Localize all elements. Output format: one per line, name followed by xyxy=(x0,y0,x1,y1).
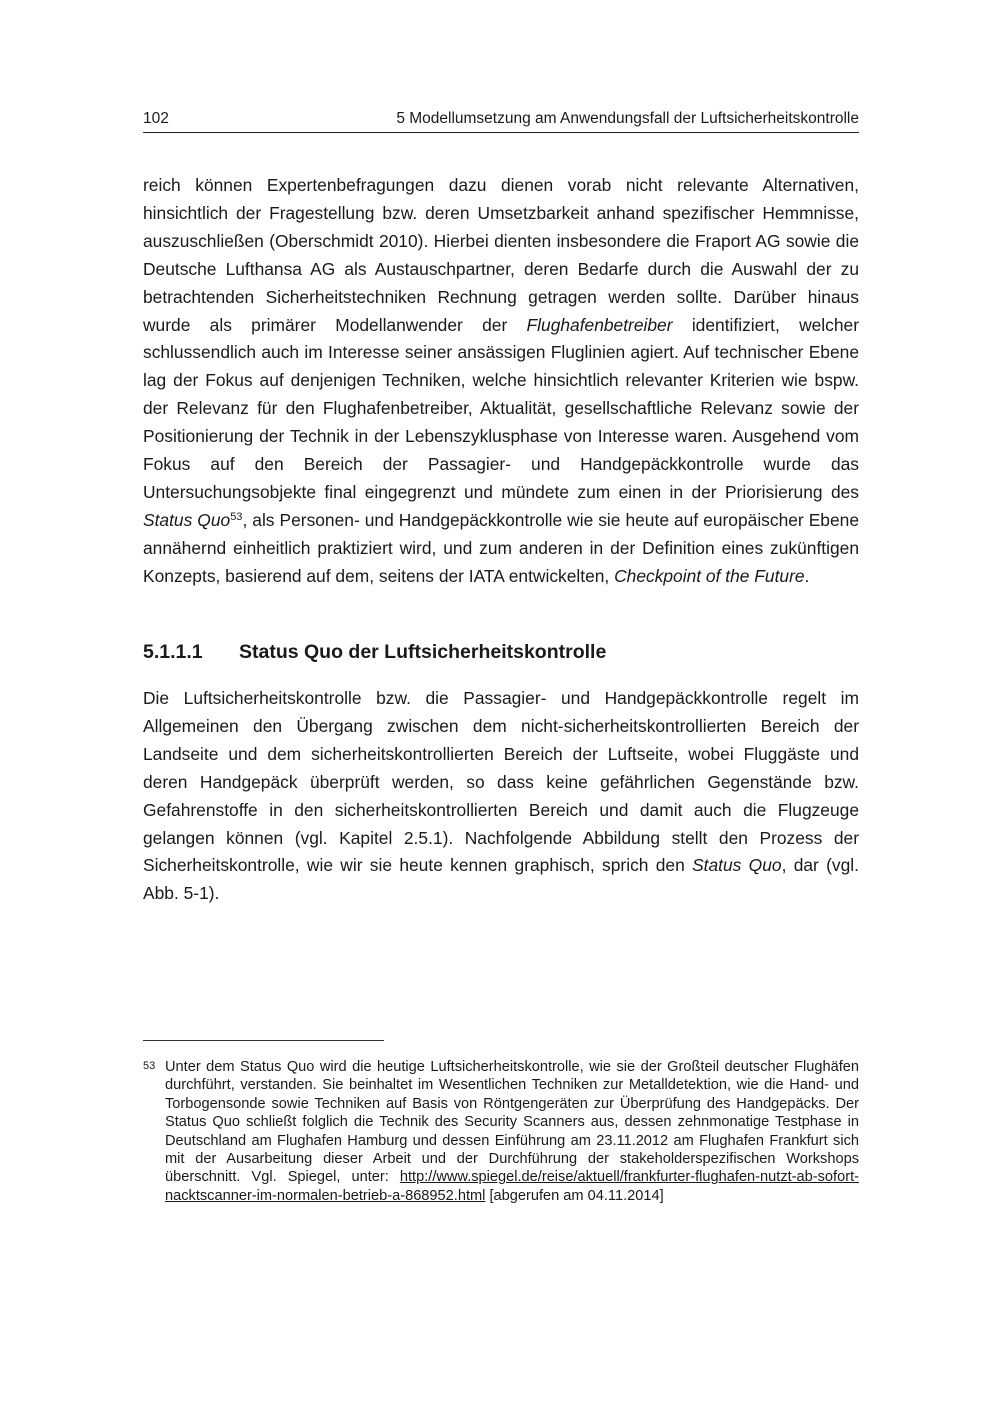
paragraph-text: . xyxy=(804,565,810,586)
section-title: Status Quo der Luftsicherheitskontrolle xyxy=(239,641,607,663)
paragraph-text: identifiziert, welcher schlussendlich auch im Interesse seiner ansässigen Fluglinien agiert. Auf technischer Ebene lag der Fokus auf denjenigen Techniken, welche hinsichtlich relevanter Kriterien wie bspw. der Relevanz für den Flughafenbetreiber, Aktualität, gesellschaftliche Relevanz sowie der Positionierung der Technik in der Lebenszyklusphase von Interesse waren. Ausgehend vom Fokus auf den Bereich der Passagier- und Handgepäckkontrolle wurde das Untersuchungsobjekte final eingegrenzt und mündete zum einen in der Priorisierung des xyxy=(143,314,859,502)
chapter-title: 5 Modellumsetzung am Anwendungsfall der Luftsicherheitskontrolle xyxy=(396,110,859,127)
emphasis-text: Checkpoint of the Future xyxy=(614,565,805,586)
paragraph-text: , dar (vgl. Abb. 5-1). xyxy=(143,855,859,904)
section-body-text xyxy=(143,685,859,908)
emphasis-text: Flughafenbetreiber xyxy=(526,314,673,335)
footnote-text xyxy=(165,1058,859,1205)
paragraph xyxy=(143,685,859,908)
paragraph-text: Die Luftsicherheitskontrolle bzw. die Passagier- und Handgepäckkontrolle regelt im Allgemeinen den Übergang zwischen dem nicht-sicherheitskontrollierten Bereich der Landseite und dem sicherheitskontrollierten Bereich der Luftseite, wobei Fluggäste und deren Handgepäck überprüft werden, so dass keine gefährlichen Gegenstände bzw. Gefahrenstoffe in den sicherheitskontrollierten Bereich und damit auch die Flugzeuge gelangen können (vgl. Kapitel 2.5.1). Nachfolgende Abbildung stellt den Prozess der Sicherheitskontrolle, wie wir sie heute kennen graphisch, sprich den xyxy=(143,688,859,876)
body-text xyxy=(143,172,859,591)
page-number: 102 xyxy=(143,110,169,127)
paragraph xyxy=(143,172,859,591)
footnote xyxy=(143,1058,859,1205)
footnote-reference[interactable]: 53 xyxy=(230,510,243,523)
footnote-body: Unter dem Status Quo wird die heutige Luftsicherheitskontrolle, wie sie der Großteil deutscher Flughäfen durchführt, verstanden. Sie beinhaltet im Wesentlichen Techniken zur Metalldetektion, wie die Hand- und Torbogensonde sowie Techniken auf Basis von Röntgengeräten zur Überprüfung des Handgepäcks. Der Status Quo schließt folglich die Technik des Security Scanners aus, dessen zehnmonatige Testphase in Deutschland am Flughafen Hamburg und dessen Einführung am 23.11.2012 am Flughafen Frankfurt sich mit der Ausarbeitung dieser Arbeit und der Durchführung der stakeholderspezifischen Workshops überschnitt. Vgl. Spiegel, unter: xyxy=(165,1059,859,1186)
section-number: 5.1.1.1 xyxy=(143,641,203,663)
footnote-mark: 53 xyxy=(143,1060,156,1072)
paragraph-text: reich können Expertenbefragungen dazu dienen vorab nicht relevante Alternativen, hinsichtlich der Fragestellung bzw. deren Umsetzbarkeit anhand spezifischer Hemmnisse, auszuschließen (Oberschmidt 2010). Hierbei dienten insbesondere die Fraport AG sowie die Deutsche Lufthansa AG als Austauschpartner, deren Bedarfe durch die Auswahl der zu betrachtenden Sicherheitstechniken Rechnung getragen werden sollte. Darüber hinaus wurde als primärer Modellanwender der xyxy=(143,175,859,335)
emphasis-text: Status Quo xyxy=(692,855,782,876)
footnote-link[interactable]: http://www.spiegel.de/reise/aktuell/frankfurter-flughafen-nutzt-ab-sofort-nacktscanner-im-normalen-betrieb-a-868952.html xyxy=(165,1169,859,1204)
section-heading xyxy=(143,641,606,664)
emphasis-text: Status Quo xyxy=(143,509,231,530)
running-header xyxy=(143,106,859,133)
footnote-divider xyxy=(143,1040,384,1041)
footnote-suffix: [abgerufen am 04.11.2014] xyxy=(485,1187,664,1204)
paragraph-text: , als Personen- und Handgepäckkontrolle wie sie heute auf europäischer Ebene annähernd einheitlich praktiziert wird, und zum anderen in der Definition eines zukünftigen Konzepts, basierend auf dem, seitens der IATA entwickelten, xyxy=(143,509,859,586)
